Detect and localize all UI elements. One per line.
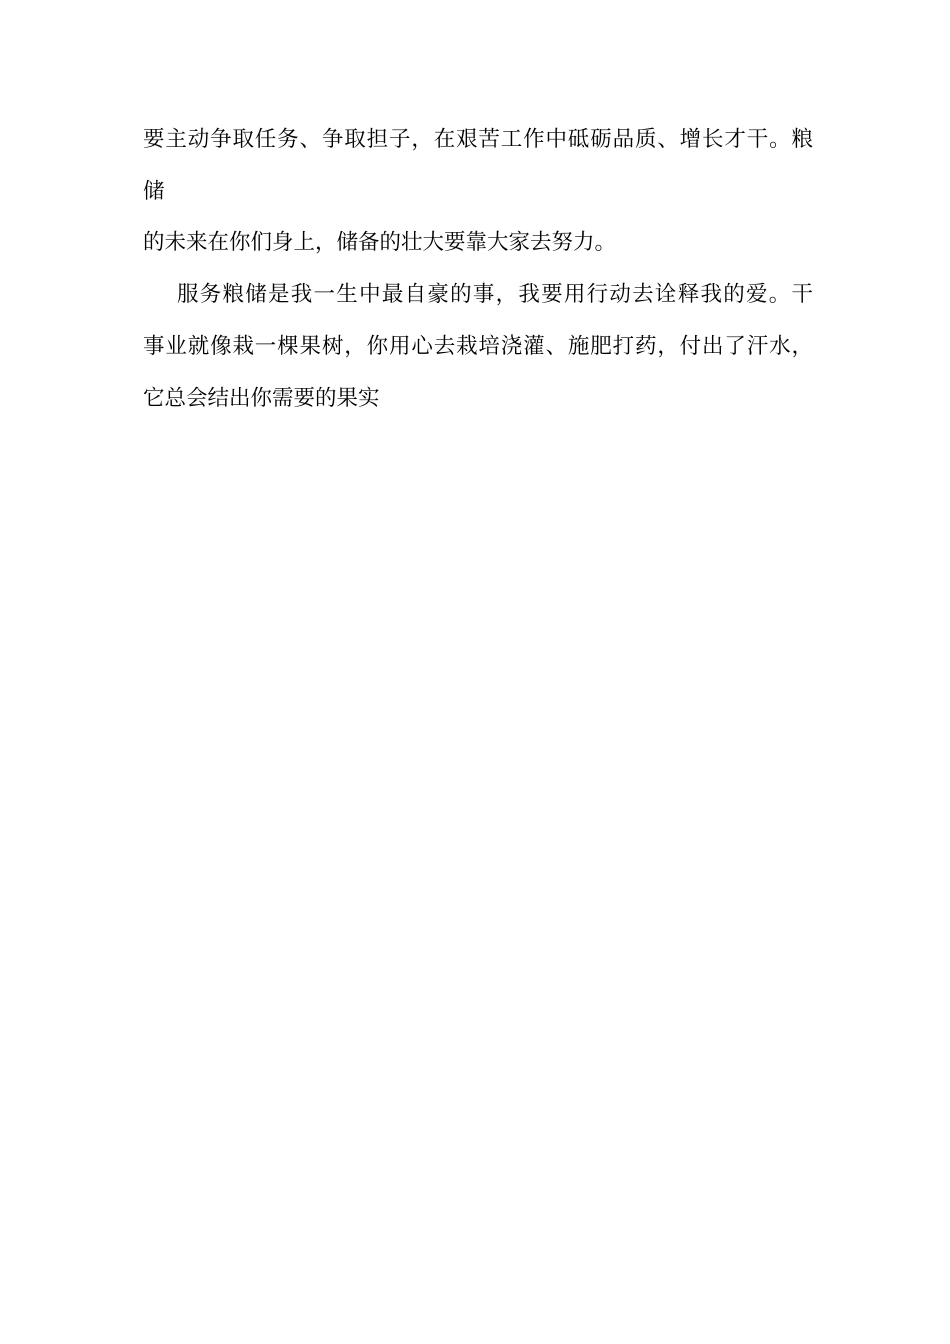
text-line: 它总会结出你需要的果实 (143, 385, 380, 410)
text-line: 服务粮储是我一生中最自豪的事，我要用行动去诠释我的爱。干 (177, 282, 813, 307)
document-text-block (143, 114, 813, 424)
text-line: 的未来在你们身上，储备的壮大要靠大家去努力。 (143, 230, 617, 255)
text-line: 要主动争取任务、争取担子，在艰苦工作中砥砺品质、增长才干。粮 储 (143, 127, 813, 203)
text-line: 事业就像栽一棵果树，你用心去栽培浇灌、施肥打药，付出了汗水， (143, 333, 813, 358)
